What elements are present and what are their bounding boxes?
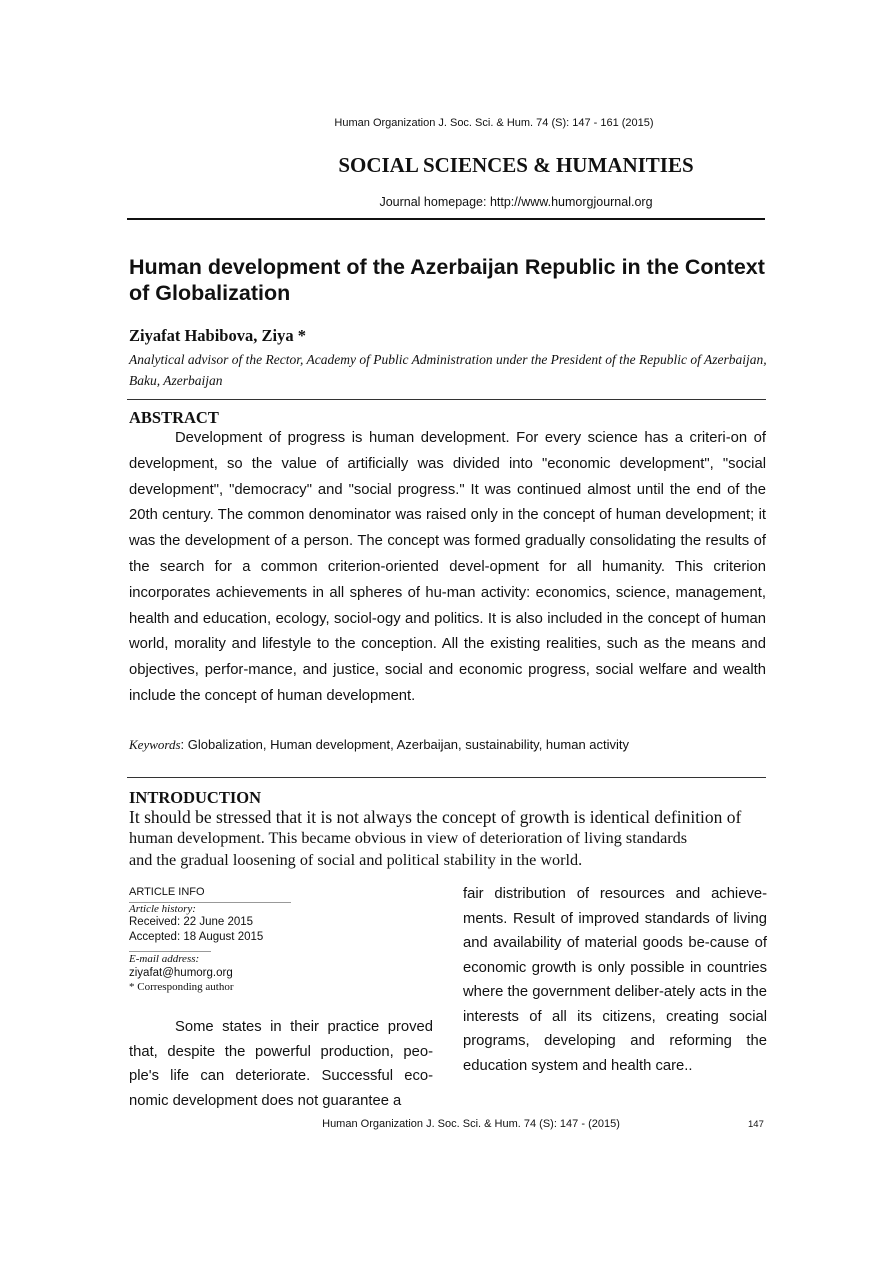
introduction-line: and the gradual loosening of social and political stability in the world.	[129, 851, 583, 869]
journal-reference: Human Organization J. Soc. Sci. & Hum. 74 (S): 147 - 161 (2015)	[334, 117, 654, 129]
article-history-label: Article history:	[129, 903, 196, 915]
header-rule	[127, 218, 765, 220]
section-rule	[127, 399, 766, 400]
abstract-heading: ABSTRACT	[129, 408, 219, 427]
journal-name: SOCIAL SCIENCES & HUMANITIES	[338, 153, 694, 177]
introduction-heading: INTRODUCTION	[129, 788, 262, 807]
footer-journal-reference: Human Organization J. Soc. Sci. & Hum. 74 (S): 147 - (2015)	[322, 1118, 620, 1130]
corresponding-author-note: * Corresponding author	[129, 981, 234, 993]
received-date: Received: 22 June 2015	[129, 916, 254, 928]
body-left-column: Some states in their practice proved that, despite the powerful production, peo-ple's life can deteriorate. Successful eco-nomic development does not guarantee a	[129, 1019, 433, 1109]
introduction-line: human development. This became obvious in view of deterioration of living standards	[129, 829, 688, 847]
keywords	[129, 737, 769, 753]
email-label: E-mail address:	[129, 953, 200, 965]
keywords-label: Keywords	[129, 737, 181, 752]
abstract-text: Development of progress is human development. For every science has a criteri-on of development, so the value of artificially was divided into "economic development", "social development", "democracy" and "social progress." It was continued almost until the end of the 20th century. The common denominator was raised only in the concept of human development; it was the development of a person. The concept was formed gradually consolidating the results of the search for a common criterion-oriented devel-opment for all humanity. This criterion incorporates achievements in all spheres of hu-man activity: economics, science, management, health and education, ecology, sociol-ogy and politics. It is also included in the concept of human world, morality and lifestyle to the conception. All the existing realities, such as the means and objectives, perfor-mance, and justice, social and economic progress, social welfare and wealth include the concept of human development.	[129, 430, 766, 704]
author-names: Ziyafat Habibova, Ziya *	[129, 326, 306, 345]
body-right-column: fair distribution of resources and achieve-ments. Result of improved standards of living and availability of material goods be-cause of economic growth is only possible in countries where the government deliber-ately acts in the interests of all its citizens, creating social programs, developing and reforming the education system and health care..	[463, 886, 767, 1074]
journal-homepage: Journal homepage: http://www.humorgjournal.org	[379, 195, 653, 209]
page-number: 147	[748, 1119, 764, 1130]
author-email: ziyafat@humorg.org	[129, 967, 233, 979]
section-rule	[127, 777, 766, 778]
article-info-title: ARTICLE INFO	[129, 886, 205, 898]
article-info-rule	[129, 951, 211, 952]
accepted-date: Accepted: 18 August 2015	[129, 931, 264, 943]
paper-title: Human development of the Azerbaijan Republic in the Context of Globalization	[129, 255, 765, 305]
introduction-line: It should be stressed that it is not always the concept of growth is identical definition of	[129, 807, 742, 827]
keywords-list: : Globalization, Human development, Azerbaijan, sustainability, human activity	[180, 737, 630, 752]
author-affiliation: Analytical advisor of the Rector, Academy of Public Administration under the President of the Republic of Azerbaijan, Baku, Azerbaijan	[129, 352, 767, 388]
